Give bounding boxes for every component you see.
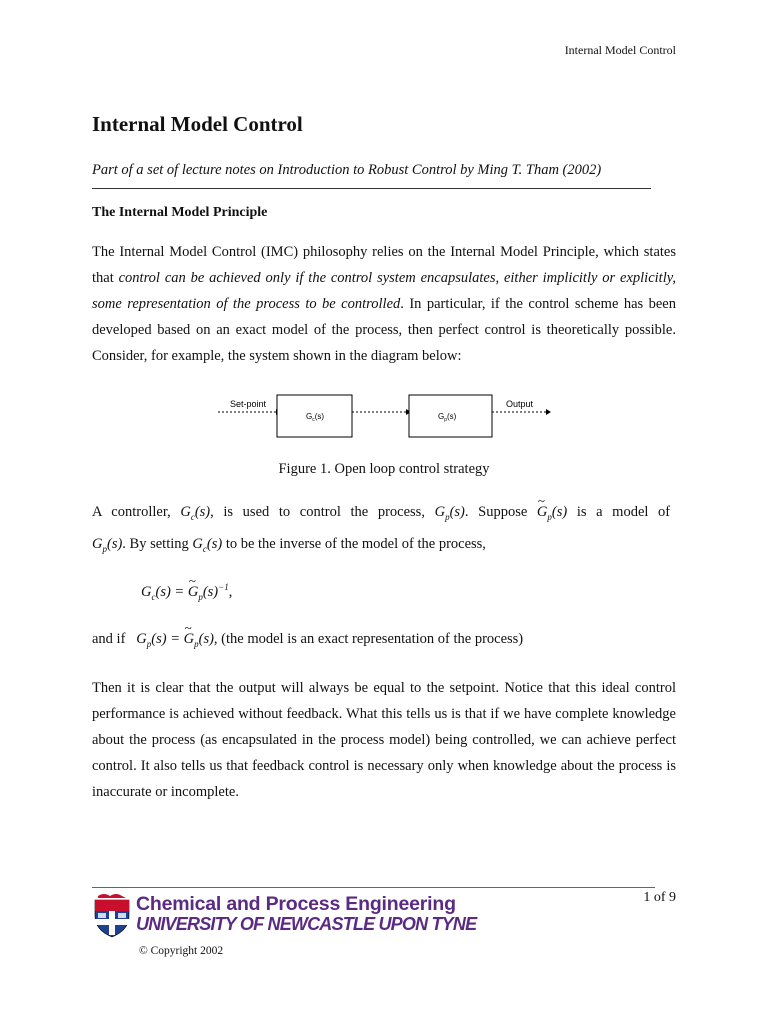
controller-sentence-line1: A controller, $G_c(s)$, is used to control the process, $G_p(s)$. Suppose ~ $G_p(s)$ is a model of <box>92 504 676 522</box>
title-divider <box>92 188 651 189</box>
controller-sentence-line2: $G_p(s)$. By setting $G_c(s)$ to be the inverse of the model of the process, <box>92 536 486 554</box>
para1-text: The Internal Model Control (IMC) philosophy relies on the Internal Model Principle, which states that <box>92 244 676 286</box>
equation-controller-inverse: $G_c(s)$ = ~ $G_p(s)^{-1}$, <box>141 582 232 602</box>
controller-block-label: $G_c(s)$ <box>306 412 325 423</box>
figure-caption: Figure 1. Open loop control strategy <box>278 461 490 477</box>
university-crest-icon <box>92 892 132 943</box>
copyright: © Copyright 2002 <box>139 945 224 957</box>
running-header: Internal Model Control <box>564 43 676 57</box>
para1-text-end: . In particular, if the control scheme has been developed based on an exact model of the process, then perfect control is theoretically possible. Consider, for example, the system shown in the diagram below: <box>92 296 676 364</box>
university-name: UNIVERSITY OF NEWCASTLE UPON TYNE <box>136 914 477 934</box>
page-title: Internal Model Control <box>92 112 303 136</box>
output-label: Output <box>506 399 534 409</box>
paragraph-imc-principle <box>92 239 676 369</box>
footer-divider <box>92 887 655 888</box>
process-block-label: $G_p(s)$ <box>438 412 457 423</box>
para1-emphasis: control can be achieved only if the control system encapsulates, either implicitly or explicitly, some representation of the process to be controlled <box>92 270 676 312</box>
page-number: 1 of 9 <box>643 890 676 905</box>
equation-exact-model: and if $G_p(s)$ = ~ $G_p(s)$, (the model is an exact representation of the process) <box>92 631 676 649</box>
paragraph-perfect-control: Then it is clear that the output will always be equal to the setpoint. Notice that this ideal control performance is achieved without feedback. What this tells us is that if we have complete knowledge about the process (as encapsulated in the process model) being controlled, we can achieve perfect control. It also tells us that feedback control is necessary only when knowledge about the process is inaccurate or incomplete. <box>92 680 676 800</box>
open-loop-diagram <box>218 392 552 445</box>
subtitle: Part of a set of lecture notes on Introduction to Robust Control by Ming T. Tham (2002) <box>92 162 602 178</box>
setpoint-label: Set-point <box>230 399 267 409</box>
section-heading: The Internal Model Principle <box>92 205 268 220</box>
department-name: Chemical and Process Engineering <box>136 893 456 915</box>
